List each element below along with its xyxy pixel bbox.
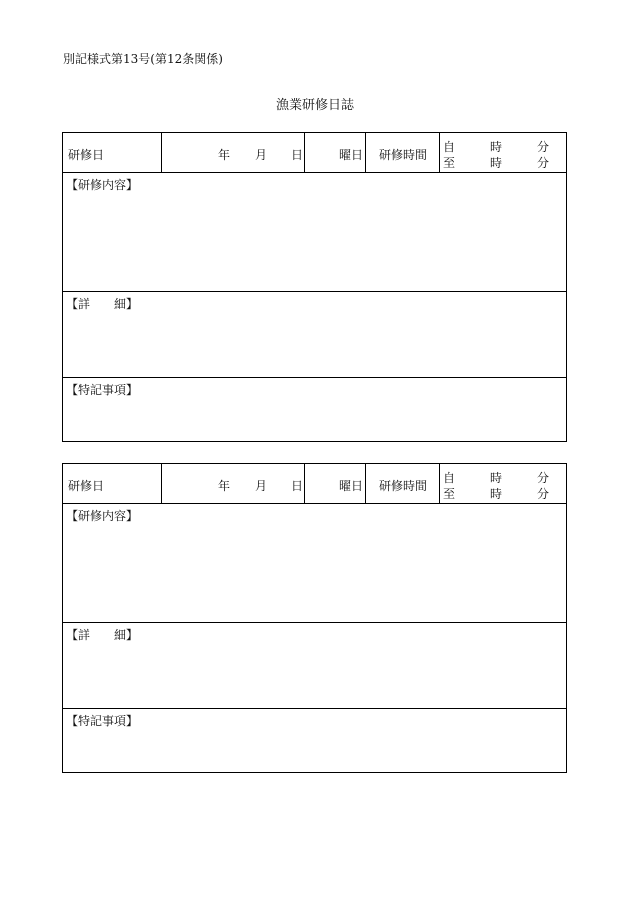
column-divider [161,133,162,172]
day-label: 日 [291,479,304,493]
start-minute-label: 分 [537,471,550,485]
weekday-label: 曜日 [339,479,364,493]
day-label: 日 [291,148,304,162]
column-divider [365,133,366,172]
special-notes-section[interactable] [63,378,566,441]
training-content-label: 【研修内容】 [66,178,139,192]
column-divider [304,464,305,503]
month-label: 月 [255,479,268,493]
detail-label: 【詳 細】 [66,628,139,642]
end-hour-label: 時 [490,156,503,170]
column-divider [439,133,440,172]
month-label: 月 [255,148,268,162]
column-divider [439,464,440,503]
training-time-label: 研修時間 [379,479,428,493]
from-label: 自 [443,140,456,154]
detail-section[interactable] [63,292,566,378]
detail-section[interactable] [63,623,566,709]
special-notes-section[interactable] [63,709,566,772]
end-hour-label: 時 [490,487,503,501]
column-divider [304,133,305,172]
start-hour-label: 時 [490,471,503,485]
weekday-label: 曜日 [339,148,364,162]
year-label: 年 [218,479,231,493]
training-content-section[interactable] [63,504,566,623]
training-day-label: 研修日 [68,479,105,493]
training-time-label: 研修時間 [379,148,428,162]
column-divider [161,464,162,503]
from-label: 自 [443,471,456,485]
start-minute-label: 分 [537,140,550,154]
special-notes-label: 【特記事項】 [66,383,139,397]
start-hour-label: 時 [490,140,503,154]
column-divider [365,464,366,503]
training-content-section[interactable] [63,173,566,292]
special-notes-label: 【特記事項】 [66,714,139,728]
journal-entry-block [62,463,567,773]
to-label: 至 [443,487,456,501]
end-minute-label: 分 [537,156,550,170]
document-title: 漁業研修日誌 [275,98,354,113]
detail-label: 【詳 細】 [66,297,139,311]
entry-header-row [63,133,566,173]
training-content-label: 【研修内容】 [66,509,139,523]
training-day-label: 研修日 [68,148,105,162]
form-reference: 別記様式第13号(第12条関係) [63,52,223,66]
entry-header-row [63,464,566,504]
end-minute-label: 分 [537,487,550,501]
year-label: 年 [218,148,231,162]
journal-entry-block [62,132,567,442]
to-label: 至 [443,156,456,170]
